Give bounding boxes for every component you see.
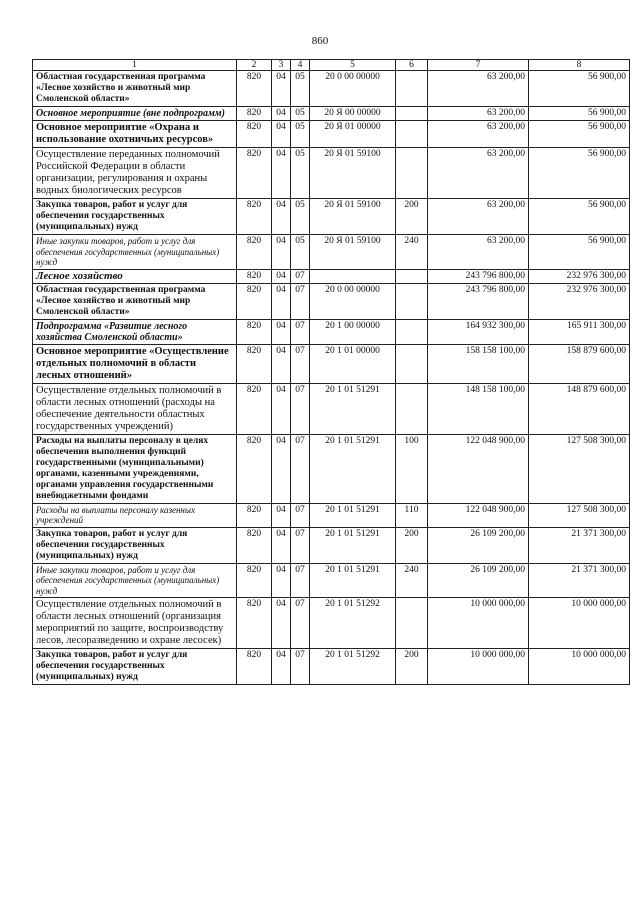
ministry-code-cell: 820 — [237, 527, 272, 563]
name-cell: Осуществление отдельных полномочий в области лесных отношений (расходы на обеспечение деятельности областных государственных учреждений) — [33, 383, 237, 434]
name-cell: Областная государственная программа «Лесное хозяйство и животный мир Смоленской области» — [33, 283, 237, 319]
ministry-code-cell: 820 — [237, 199, 272, 235]
expense-type-cell: 200 — [396, 527, 428, 563]
amount-year1-cell: 63 200,00 — [428, 235, 529, 270]
subsection-cell: 05 — [291, 71, 310, 107]
target-article-cell: 20 Я 01 59100 — [310, 148, 396, 199]
ministry-code-cell: 820 — [237, 269, 272, 283]
expense-type-cell: 240 — [396, 235, 428, 270]
target-article-cell: 20 1 01 51291 — [310, 527, 396, 563]
target-article-cell: 20 Я 01 59100 — [310, 199, 396, 235]
expense-type-cell — [396, 319, 428, 344]
ministry-code-cell: 820 — [237, 121, 272, 148]
amount-year1-cell: 158 158 100,00 — [428, 344, 529, 383]
target-article-cell: 20 1 00 00000 — [310, 319, 396, 344]
amount-year2-cell: 56 900,00 — [529, 148, 630, 199]
expense-type-cell — [396, 344, 428, 383]
header-cell-5: 5 — [310, 60, 396, 71]
table-row — [33, 235, 630, 270]
ministry-code-cell: 820 — [237, 503, 272, 527]
name-cell: Осуществление отдельных полномочий в области лесных отношений (организация мероприятий по защите, воспроизводству лесов, лесоразведению и охране лесосек) — [33, 598, 237, 649]
amount-year2-cell: 56 900,00 — [529, 199, 630, 235]
table-row — [33, 199, 630, 235]
subsection-cell: 07 — [291, 283, 310, 319]
target-article-cell: 20 Я 01 59100 — [310, 235, 396, 270]
section-cell: 04 — [272, 503, 291, 527]
subsection-cell: 07 — [291, 383, 310, 434]
header-cell-2: 2 — [237, 60, 272, 71]
expense-type-cell — [396, 107, 428, 121]
section-cell: 04 — [272, 319, 291, 344]
section-cell: 04 — [272, 269, 291, 283]
table-body — [33, 60, 630, 685]
table-row — [33, 283, 630, 319]
name-cell: Закупка товаров, работ и услуг для обеспечения государственных (муниципальных) нужд — [33, 527, 237, 563]
amount-year1-cell: 122 048 900,00 — [428, 503, 529, 527]
amount-year1-cell: 63 200,00 — [428, 148, 529, 199]
amount-year1-cell: 63 200,00 — [428, 107, 529, 121]
section-cell: 04 — [272, 563, 291, 598]
amount-year2-cell: 56 900,00 — [529, 71, 630, 107]
amount-year1-cell: 243 796 800,00 — [428, 269, 529, 283]
amount-year2-cell: 127 508 300,00 — [529, 503, 630, 527]
name-cell: Иные закупки товаров, работ и услуг для обеспечения государственных (муниципальных) нужд — [33, 563, 237, 598]
subsection-cell: 07 — [291, 269, 310, 283]
ministry-code-cell: 820 — [237, 649, 272, 685]
section-cell: 04 — [272, 527, 291, 563]
table-row — [33, 319, 630, 344]
section-cell: 04 — [272, 598, 291, 649]
name-cell: Подпрограмма «Развитие лесного хозяйства Смоленской области» — [33, 319, 237, 344]
table-row — [33, 107, 630, 121]
table-row — [33, 598, 630, 649]
page-number: 860 — [311, 35, 329, 47]
target-article-cell: 20 1 01 51291 — [310, 503, 396, 527]
ministry-code-cell: 820 — [237, 319, 272, 344]
amount-year2-cell: 56 900,00 — [529, 121, 630, 148]
expense-type-cell — [396, 283, 428, 319]
amount-year2-cell: 158 879 600,00 — [529, 344, 630, 383]
target-article-cell: 20 1 01 51291 — [310, 563, 396, 598]
ministry-code-cell: 820 — [237, 235, 272, 270]
amount-year1-cell: 63 200,00 — [428, 121, 529, 148]
subsection-cell: 07 — [291, 344, 310, 383]
header-cell-8: 8 — [529, 60, 630, 71]
target-article-cell: 20 Я 01 00000 — [310, 121, 396, 148]
target-article-cell: 20 1 01 00000 — [310, 344, 396, 383]
ministry-code-cell: 820 — [237, 434, 272, 503]
section-cell: 04 — [272, 121, 291, 148]
target-article-cell: 20 Я 00 00000 — [310, 107, 396, 121]
amount-year1-cell: 63 200,00 — [428, 71, 529, 107]
table-row — [33, 649, 630, 685]
section-cell: 04 — [272, 235, 291, 270]
amount-year1-cell: 164 932 300,00 — [428, 319, 529, 344]
amount-year2-cell: 56 900,00 — [529, 235, 630, 270]
expense-type-cell: 100 — [396, 434, 428, 503]
amount-year1-cell: 10 000 000,00 — [428, 649, 529, 685]
section-cell: 04 — [272, 199, 291, 235]
table-row — [33, 344, 630, 383]
expense-type-cell: 200 — [396, 649, 428, 685]
subsection-cell: 07 — [291, 434, 310, 503]
name-cell: Лесное хозяйство — [33, 269, 237, 283]
amount-year2-cell: 148 879 600,00 — [529, 383, 630, 434]
subsection-cell: 05 — [291, 199, 310, 235]
ministry-code-cell: 820 — [237, 71, 272, 107]
subsection-cell: 05 — [291, 107, 310, 121]
expense-type-cell: 200 — [396, 199, 428, 235]
name-cell: Областная государственная программа «Лесное хозяйство и животный мир Смоленской области» — [33, 71, 237, 107]
table-row — [33, 434, 630, 503]
expense-type-cell — [396, 148, 428, 199]
header-cell-3: 3 — [272, 60, 291, 71]
ministry-code-cell: 820 — [237, 563, 272, 598]
header-cell-6: 6 — [396, 60, 428, 71]
name-cell: Осуществление переданных полномочий Российской Федерации в области организации, регулирования и охраны водных биологических ресурсов — [33, 148, 237, 199]
target-article-cell: 20 1 01 51291 — [310, 383, 396, 434]
header-cell-4: 4 — [291, 60, 310, 71]
name-cell: Расходы на выплаты персоналу в целях обеспечения выполнения функций государственными (муниципальными) органами, казенными учреждениями, органами управления государственными внебюджетными фондами — [33, 434, 237, 503]
subsection-cell: 05 — [291, 148, 310, 199]
amount-year2-cell: 10 000 000,00 — [529, 598, 630, 649]
section-cell: 04 — [272, 344, 291, 383]
amount-year1-cell: 26 109 200,00 — [428, 563, 529, 598]
table-row — [33, 269, 630, 283]
amount-year2-cell: 127 508 300,00 — [529, 434, 630, 503]
name-cell: Основное мероприятие «Охрана и использование охотничьих ресурсов» — [33, 121, 237, 148]
header-cell-7: 7 — [428, 60, 529, 71]
subsection-cell: 05 — [291, 121, 310, 148]
table-row — [33, 563, 630, 598]
header-row — [33, 60, 630, 71]
subsection-cell: 05 — [291, 235, 310, 270]
table-row — [33, 71, 630, 107]
table-row — [33, 148, 630, 199]
subsection-cell: 07 — [291, 503, 310, 527]
amount-year1-cell: 122 048 900,00 — [428, 434, 529, 503]
subsection-cell: 07 — [291, 563, 310, 598]
target-article-cell: 20 1 01 51292 — [310, 649, 396, 685]
subsection-cell: 07 — [291, 527, 310, 563]
section-cell: 04 — [272, 283, 291, 319]
ministry-code-cell: 820 — [237, 344, 272, 383]
amount-year1-cell: 63 200,00 — [428, 199, 529, 235]
ministry-code-cell: 820 — [237, 598, 272, 649]
ministry-code-cell: 820 — [237, 148, 272, 199]
name-cell: Закупка товаров, работ и услуг для обеспечения государственных (муниципальных) нужд — [33, 199, 237, 235]
table-row — [33, 503, 630, 527]
target-article-cell: 20 0 00 00000 — [310, 71, 396, 107]
expense-type-cell: 240 — [396, 563, 428, 598]
amount-year2-cell: 10 000 000,00 — [529, 649, 630, 685]
name-cell: Основное мероприятие (вне подпрограмм) — [33, 107, 237, 121]
section-cell: 04 — [272, 383, 291, 434]
amount-year2-cell: 232 976 300,00 — [529, 269, 630, 283]
amount-year1-cell: 243 796 800,00 — [428, 283, 529, 319]
section-cell: 04 — [272, 148, 291, 199]
expense-type-cell — [396, 269, 428, 283]
ministry-code-cell: 820 — [237, 283, 272, 319]
amount-year2-cell: 21 371 300,00 — [529, 527, 630, 563]
section-cell: 04 — [272, 434, 291, 503]
amount-year2-cell: 232 976 300,00 — [529, 283, 630, 319]
subsection-cell: 07 — [291, 598, 310, 649]
amount-year2-cell: 56 900,00 — [529, 107, 630, 121]
name-cell: Основное мероприятие «Осуществление отдельных полномочий в области лесных отношений» — [33, 344, 237, 383]
table-row — [33, 121, 630, 148]
header-cell-1: 1 — [33, 60, 237, 71]
section-cell: 04 — [272, 107, 291, 121]
name-cell: Закупка товаров, работ и услуг для обеспечения государственных (муниципальных) нужд — [33, 649, 237, 685]
amount-year1-cell: 148 158 100,00 — [428, 383, 529, 434]
expense-type-cell: 110 — [396, 503, 428, 527]
name-cell: Иные закупки товаров, работ и услуг для обеспечения государственных (муниципальных) нужд — [33, 235, 237, 270]
budget-table — [32, 59, 630, 685]
name-cell: Расходы на выплаты персоналу казенных учреждений — [33, 503, 237, 527]
ministry-code-cell: 820 — [237, 107, 272, 121]
expense-type-cell — [396, 121, 428, 148]
target-article-cell: 20 1 01 51291 — [310, 434, 396, 503]
expense-type-cell — [396, 383, 428, 434]
ministry-code-cell: 820 — [237, 383, 272, 434]
section-cell: 04 — [272, 71, 291, 107]
table-row — [33, 383, 630, 434]
amount-year1-cell: 10 000 000,00 — [428, 598, 529, 649]
amount-year1-cell: 26 109 200,00 — [428, 527, 529, 563]
table-row — [33, 527, 630, 563]
amount-year2-cell: 165 911 300,00 — [529, 319, 630, 344]
section-cell: 04 — [272, 649, 291, 685]
amount-year2-cell: 21 371 300,00 — [529, 563, 630, 598]
target-article-cell — [310, 269, 396, 283]
subsection-cell: 07 — [291, 319, 310, 344]
target-article-cell: 20 0 00 00000 — [310, 283, 396, 319]
subsection-cell: 07 — [291, 649, 310, 685]
expense-type-cell — [396, 598, 428, 649]
expense-type-cell — [396, 71, 428, 107]
target-article-cell: 20 1 01 51292 — [310, 598, 396, 649]
